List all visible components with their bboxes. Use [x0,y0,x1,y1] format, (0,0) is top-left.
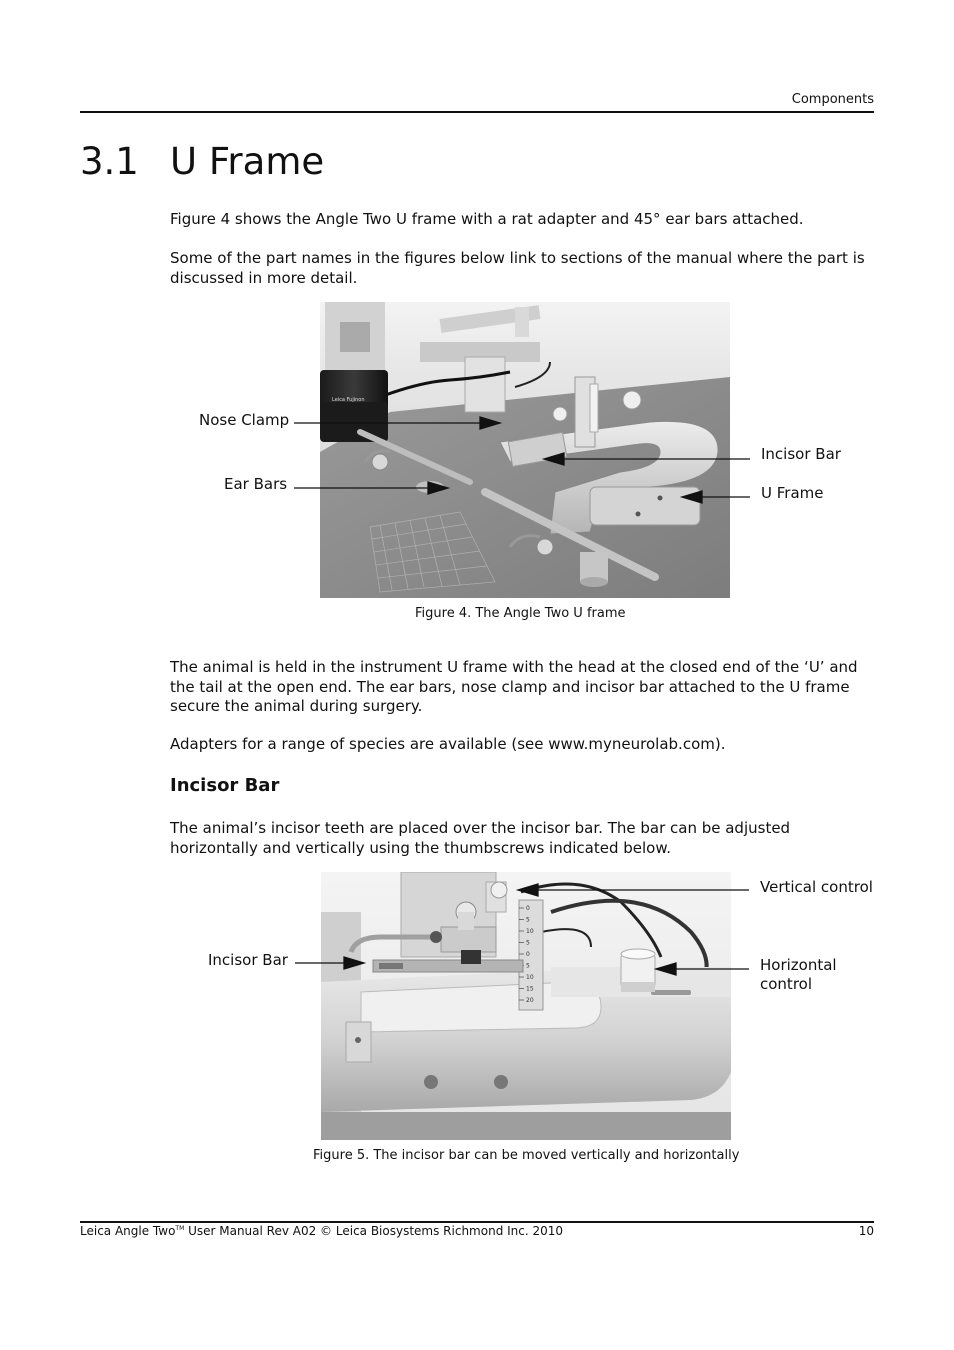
label-horizontal-control-line2[interactable]: control [760,975,812,993]
svg-text:Leica Fujinon: Leica Fujinon [332,397,365,403]
paragraph-4: Adapters for a range of species are available (see www.myneurolab.com). [170,735,726,753]
label-incisor-bar-fig5[interactable]: Incisor Bar [208,951,288,969]
label-u-frame[interactable]: U Frame [761,484,824,502]
subheading-incisor-bar: Incisor Bar [170,775,280,796]
paragraph-3: The animal is held in the instrument U frame with the head at the closed end of the ‘U’ and the tail at the open end. The ear bars, nose clamp and incisor bar attached to the U frame secure the animal during surgery. [170,658,858,715]
label-horizontal-control-line1[interactable]: Horizontal [760,956,837,974]
scale-mark-label: 0 [526,951,530,958]
section-title: U Frame [170,140,325,183]
figure-4-caption: Figure 4. The Angle Two U frame [415,606,626,621]
scale-mark-label: 15 [526,985,534,993]
scale-mark-label: 5 [526,916,530,924]
paragraph-2: Some of the part names in the figures below link to sections of the manual where the part is discussed in more detail. [170,249,865,287]
scale-mark-label: 5 [526,962,530,970]
label-incisor-bar[interactable]: Incisor Bar [761,445,841,463]
footer-tm: TM [175,1225,185,1232]
footer-product: Leica Angle Two [80,1224,176,1238]
label-ear-bars[interactable]: Ear Bars [224,475,288,493]
footer-rule [80,1221,874,1223]
paragraph-5: The animal’s incisor teeth are placed over the incisor bar. The bar can be adjusted horizontally and vertically using the thumbscrews indicated below. [170,819,791,857]
footer-text [80,1224,563,1238]
scale-mark-label: 10 [526,928,534,935]
label-vertical-control[interactable]: Vertical control [760,878,873,896]
scale-mark-label: 5 [526,939,530,947]
running-header: Components [791,92,874,107]
figure-5-caption: Figure 5. The incisor bar can be moved vertically and horizontally [313,1148,740,1163]
label-nose-clamp[interactable]: Nose Clamp [199,411,290,429]
scale-mark-label: 20 [526,997,534,1004]
page-number: 10 [858,1224,874,1238]
scale-mark-label: 10 [526,974,534,981]
paragraph-1: Figure 4 shows the Angle Two U frame with a rat adapter and 45° ear bars attached. [170,210,804,228]
section-number: 3.1 [80,140,139,183]
footer-rest: User Manual Rev A02 © Leica Biosystems Richmond Inc. 2010 [184,1224,564,1238]
scale-mark-label: 0 [526,905,530,912]
figure-4-callouts [0,0,954,620]
